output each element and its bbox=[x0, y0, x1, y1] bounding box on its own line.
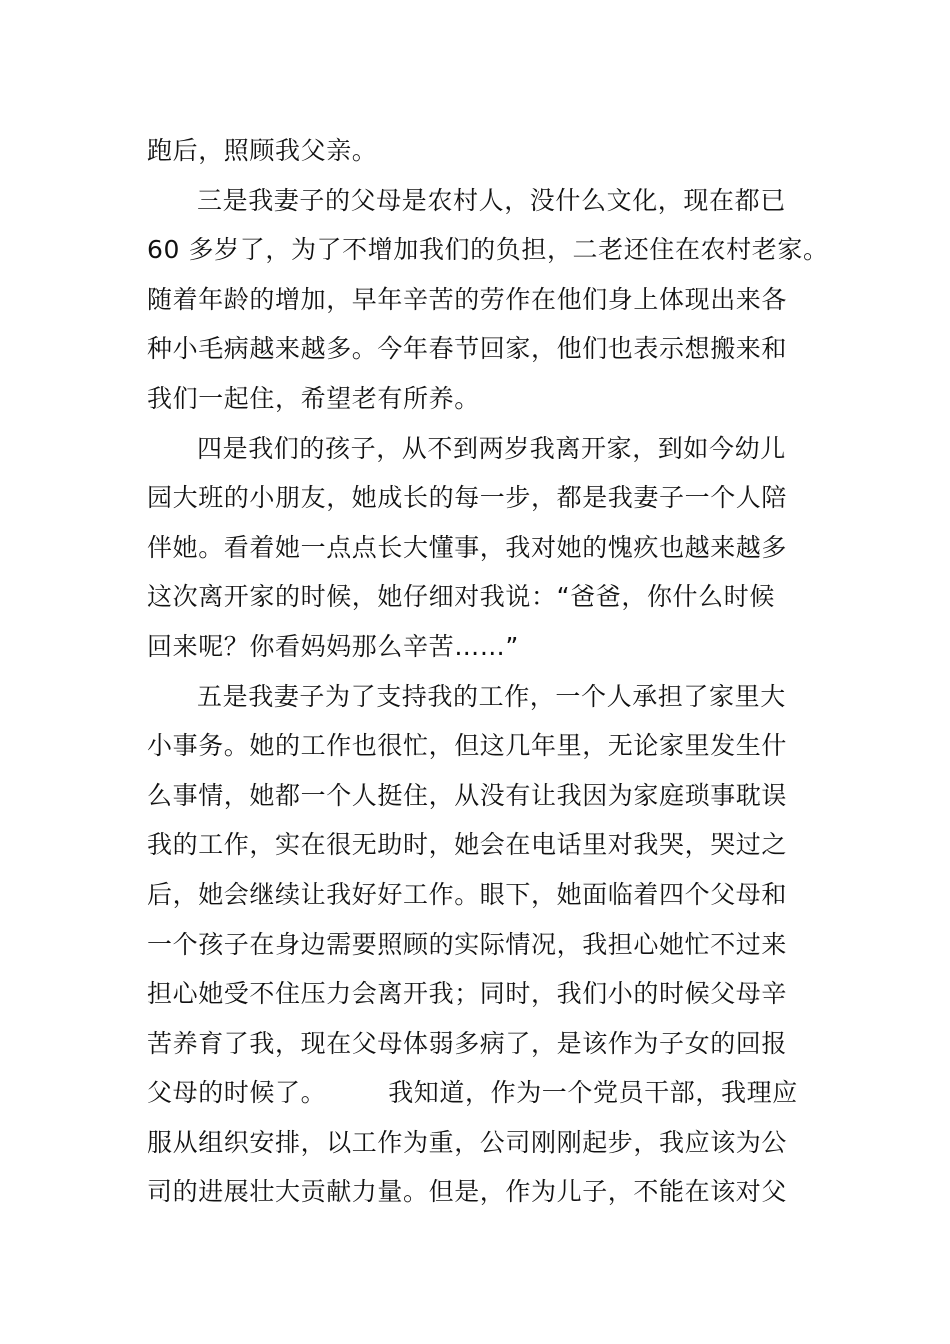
paragraph-start-line: 四是我们的孩子，从不到两岁我离开家，到如今幼儿 bbox=[197, 433, 786, 463]
text-line: 我们一起住，希望老有所养。 bbox=[147, 383, 480, 413]
text-line: 回来呢？你看妈妈那么辛苦……” bbox=[147, 631, 519, 661]
text-line: 么事情，她都一个人挺住，从没有让我因为家庭琐事耽误 bbox=[147, 780, 788, 810]
text-line: 随着年龄的增加，早年辛苦的劳作在他们身上体现出来各 bbox=[147, 284, 788, 314]
text-line: 伴她。看着她一点点长大懂事，我对她的愧疚也越来越多 bbox=[147, 532, 788, 562]
text-segment: 我知道，作为一个党员干部，我理应 bbox=[388, 1078, 798, 1108]
text-line: 园大班的小朋友，她成长的每一步，都是我妻子一个人陪 bbox=[147, 483, 788, 513]
text-line: 服从组织安排，以工作为重，公司刚刚起步，我应该为公 bbox=[147, 1127, 788, 1157]
text-line: 一个孩子在身边需要照顾的实际情况，我担心她忙不过来 bbox=[147, 929, 788, 959]
text-line: 这次离开家的时候，她仔细对我说：“爸爸，你什么时候 bbox=[147, 582, 775, 612]
text-line: 种小毛病越来越多。今年春节回家，他们也表示想搬来和 bbox=[147, 334, 788, 364]
text-line: 跑后，照顾我父亲。 bbox=[147, 136, 378, 165]
text-line: 担心她受不住压力会离开我；同时，我们小的时候父母辛 bbox=[147, 979, 788, 1009]
text-line: 我的工作，实在很无助时，她会在电话里对我哭，哭过之 bbox=[147, 830, 788, 860]
text-line: 60 多岁了，为了不增加我们的负担，二老还住在农村老家。 bbox=[147, 235, 829, 265]
paragraph-start-line: 三是我妻子的父母是农村人，没什么文化，现在都已 bbox=[197, 185, 786, 215]
document-body bbox=[147, 126, 827, 1217]
text-line: 苦养育了我，现在父母体弱多病了，是该作为子女的回报 bbox=[147, 1028, 788, 1058]
paragraph-start-line: 五是我妻子为了支持我的工作，一个人承担了家里大 bbox=[197, 681, 786, 711]
mixed-line bbox=[147, 1068, 827, 1118]
text-line: 后，她会继续让我好好工作。眼下，她面临着四个父母和 bbox=[147, 879, 788, 909]
text-line: 司的进展壮大贡献力量。但是，作为儿子，不能在该对父 bbox=[147, 1177, 788, 1207]
text-segment: 父母的时候了。 bbox=[147, 1078, 327, 1108]
text-line: 小事务。她的工作也很忙，但这几年里，无论家里发生什 bbox=[147, 731, 788, 761]
